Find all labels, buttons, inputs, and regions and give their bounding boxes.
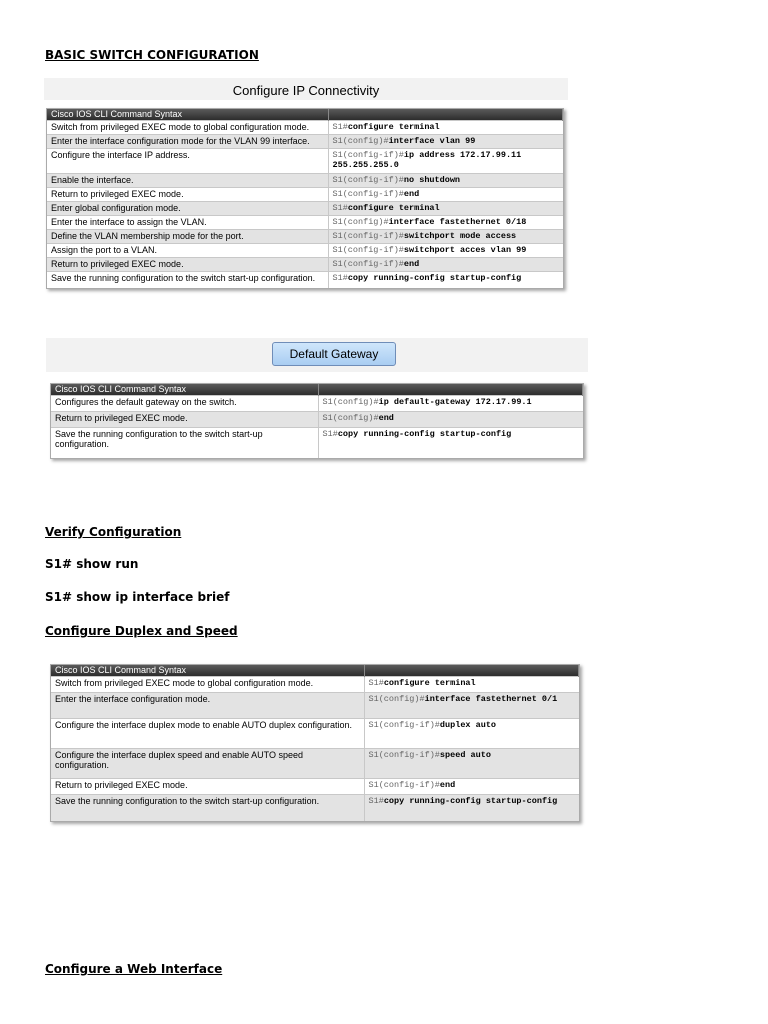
- command-description: Save the running configuration to the switch start-up configuration.: [47, 272, 328, 288]
- command-prompt: S1(config-if)#: [332, 259, 404, 269]
- command-syntax: [328, 244, 563, 258]
- default-gateway-table: [50, 383, 584, 459]
- command-syntax: [318, 428, 583, 458]
- table-row: [47, 230, 563, 244]
- command-description: Return to privileged EXEC mode.: [47, 258, 328, 272]
- command-description: Switch from privileged EXEC mode to global configuration mode.: [51, 677, 364, 693]
- command-prompt: S1(config)#: [368, 694, 425, 704]
- verify-command-show-ip: S1# show ip interface brief: [45, 590, 230, 604]
- command-description: Switch from privileged EXEC mode to global configuration mode.: [47, 121, 328, 135]
- command-text: interface fastethernet 0/18: [388, 217, 527, 227]
- command-text: configure terminal: [347, 203, 440, 213]
- command-syntax: [328, 149, 563, 174]
- command-text: no shutdown: [403, 175, 461, 185]
- command-prompt: S1#: [332, 122, 348, 132]
- command-syntax: [364, 677, 579, 693]
- command-text: switchport mode access: [403, 231, 517, 241]
- command-prompt: S1#: [368, 796, 384, 806]
- command-text: interface vlan 99: [388, 136, 476, 146]
- page-title: BASIC SWITCH CONFIGURATION: [45, 48, 259, 62]
- command-description: Configure the interface IP address.: [47, 149, 328, 174]
- command-prompt: S1(config-if)#: [368, 750, 440, 760]
- table-row: [47, 272, 563, 288]
- command-description: Assign the port to a VLAN.: [47, 244, 328, 258]
- command-syntax: [328, 174, 563, 188]
- command-description: Enter the interface configuration mode for the VLAN 99 interface.: [47, 135, 328, 149]
- command-prompt: S1(config)#: [332, 136, 389, 146]
- command-text: speed auto: [439, 750, 491, 760]
- command-prompt: S1(config-if)#: [332, 189, 404, 199]
- table-row: [47, 121, 563, 135]
- table-header-syntax: Cisco IOS CLI Command Syntax: [51, 384, 318, 396]
- command-prompt: S1(config)#: [332, 217, 389, 227]
- command-syntax: [318, 412, 583, 428]
- table-row: [51, 677, 579, 693]
- table-row: [51, 693, 579, 719]
- command-syntax: [328, 135, 563, 149]
- command-text: end: [378, 413, 394, 423]
- default-gateway-rows: [51, 396, 583, 458]
- command-prompt: S1#: [368, 678, 384, 688]
- table-header-syntax: Cisco IOS CLI Command Syntax: [51, 665, 364, 677]
- command-description: Return to privileged EXEC mode.: [47, 188, 328, 202]
- command-description: Configures the default gateway on the switch.: [51, 396, 318, 412]
- table-row: [47, 188, 563, 202]
- command-prompt: S1#: [332, 273, 348, 283]
- command-description: Enable the interface.: [47, 174, 328, 188]
- command-description: Save the running configuration to the switch start-up configuration.: [51, 428, 318, 458]
- command-syntax: [364, 779, 579, 795]
- command-syntax: [328, 230, 563, 244]
- table-row: [51, 795, 579, 821]
- command-prompt: S1(config-if)#: [332, 175, 404, 185]
- command-prompt: S1(config)#: [322, 397, 379, 407]
- command-syntax: [328, 121, 563, 135]
- command-syntax: [364, 719, 579, 749]
- table-header-blank: [318, 384, 583, 396]
- command-syntax: [328, 216, 563, 230]
- table-row: [47, 244, 563, 258]
- command-prompt: S1(config-if)#: [368, 720, 440, 730]
- table-row: [47, 149, 563, 174]
- table-row: [51, 412, 583, 428]
- default-gateway-button[interactable]: Default Gateway: [272, 342, 396, 366]
- command-description: Enter global configuration mode.: [47, 202, 328, 216]
- web-interface-heading: Configure a Web Interface: [45, 962, 223, 976]
- command-prompt: S1(config-if)#: [332, 245, 404, 255]
- command-description: Configure the interface duplex speed and enable AUTO speed configuration.: [51, 749, 364, 779]
- command-text: copy running-config startup-config: [383, 796, 558, 806]
- command-text: ip address 172.17.99.11 255.255.255.0: [332, 150, 522, 170]
- table-row: [47, 258, 563, 272]
- table-row: [51, 428, 583, 458]
- command-description: Configure the interface duplex mode to enable AUTO duplex configuration.: [51, 719, 364, 749]
- command-description: Save the running configuration to the switch start-up configuration.: [51, 795, 364, 821]
- command-text: duplex auto: [439, 720, 497, 730]
- command-text: end: [439, 780, 456, 790]
- command-syntax: [364, 749, 579, 779]
- command-syntax: [328, 188, 563, 202]
- table-row: [47, 174, 563, 188]
- command-description: Return to privileged EXEC mode.: [51, 779, 364, 795]
- table-header-blank: [364, 665, 579, 677]
- command-prompt: S1(config)#: [322, 413, 379, 423]
- command-prompt: S1#: [332, 203, 348, 213]
- command-prompt: S1#: [322, 429, 338, 439]
- command-text: configure terminal: [347, 122, 440, 132]
- command-description: Define the VLAN membership mode for the port.: [47, 230, 328, 244]
- table-row: [47, 216, 563, 230]
- command-syntax: [318, 396, 583, 412]
- command-syntax: [364, 795, 579, 821]
- ip-connectivity-title: Configure IP Connectivity: [232, 83, 380, 98]
- table-header-syntax: Cisco IOS CLI Command Syntax: [47, 109, 328, 121]
- table-header-blank: [328, 109, 563, 121]
- duplex-speed-heading: Configure Duplex and Speed: [45, 624, 238, 638]
- command-syntax: [364, 693, 579, 719]
- table-row: [51, 719, 579, 749]
- table-row: [47, 202, 563, 216]
- duplex-speed-rows: [51, 677, 579, 821]
- ip-connectivity-table: [46, 108, 564, 289]
- command-prompt: S1(config-if)#: [332, 231, 404, 241]
- table-row: [51, 396, 583, 412]
- command-text: switchport acces vlan 99: [403, 245, 527, 255]
- table-row: [51, 749, 579, 779]
- command-syntax: [328, 202, 563, 216]
- command-description: Return to privileged EXEC mode.: [51, 412, 318, 428]
- command-text: copy running-config startup-config: [347, 273, 522, 283]
- duplex-speed-table: [50, 664, 580, 822]
- command-text: copy running-config startup-config: [337, 429, 512, 439]
- command-text: end: [403, 189, 420, 199]
- ip-connectivity-rows: [47, 121, 563, 288]
- command-text: interface fastethernet 0/1: [424, 694, 558, 704]
- verify-heading: Verify Configuration: [45, 525, 182, 539]
- command-text: ip default-gateway 172.17.99.1: [378, 397, 532, 407]
- command-text: configure terminal: [383, 678, 476, 688]
- command-syntax: [328, 258, 563, 272]
- command-prompt: S1(config-if)#: [332, 150, 404, 160]
- verify-command-show-run: S1# show run: [45, 557, 139, 571]
- command-prompt: S1(config-if)#: [368, 780, 440, 790]
- command-description: Enter the interface to assign the VLAN.: [47, 216, 328, 230]
- table-row: [51, 779, 579, 795]
- command-syntax: [328, 272, 563, 288]
- command-text: end: [403, 259, 420, 269]
- command-description: Enter the interface configuration mode.: [51, 693, 364, 719]
- table-row: [47, 135, 563, 149]
